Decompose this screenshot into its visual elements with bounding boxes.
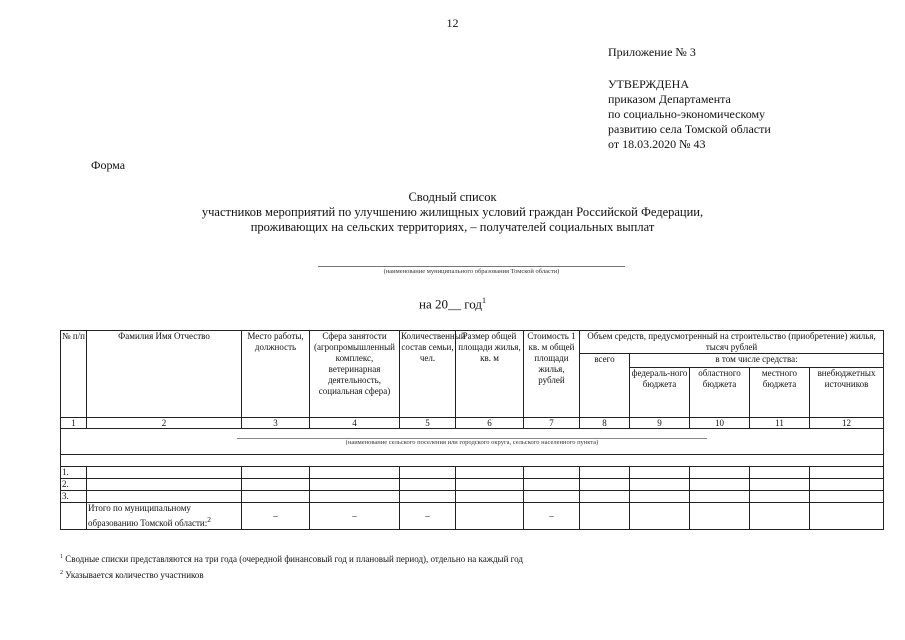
municipality-underline (318, 266, 625, 267)
column-number: 8 (580, 418, 630, 429)
table-row (61, 455, 884, 467)
row-number: 2. (61, 479, 87, 491)
total-row (61, 503, 884, 530)
footnote-2 (60, 568, 204, 581)
footnote-1 (60, 552, 523, 565)
column-numbers-row (61, 418, 884, 429)
footnote-1-text: Сводные списки представляются на три года (очередной финансовый год и плановый период), отдельно на каждый год (65, 554, 523, 564)
header-federal-budget: федераль-ного бюджета (630, 368, 690, 418)
settlement-cell (61, 429, 884, 455)
column-number: 5 (400, 418, 456, 429)
footnote-2-text: Указывается количество участников (65, 570, 204, 580)
table-row (61, 491, 884, 503)
document-title (0, 190, 905, 235)
column-number: 11 (750, 418, 810, 429)
approval-block (608, 45, 898, 152)
approval-line-4: от 18.03.2020 № 43 (608, 137, 706, 151)
approval-line-2: по социально-экономическому (608, 107, 766, 121)
settlement-row (61, 429, 884, 455)
column-number: 1 (61, 418, 87, 429)
title-line-2: участников мероприятий по улучшению жилищных условий граждан Российской Федерации, (201, 205, 704, 219)
title-line-3: проживающих на сельских территориях, – получателей социальных выплат (250, 220, 655, 234)
approval-line-3: развитию села Томской области (608, 122, 771, 136)
municipality-caption: (наименование муниципального образования Томской области) (383, 268, 560, 275)
dash-cell: – (310, 503, 400, 530)
column-number: 12 (810, 418, 884, 429)
appendix-label: Приложение № 3 (608, 45, 696, 59)
header-workplace: Место работы, должность (242, 331, 310, 418)
header-full-name: Фамилия Имя Отчество (87, 331, 242, 418)
dash-cell: – (400, 503, 456, 530)
column-number: 7 (524, 418, 580, 429)
header-extra-budgetary: внебюджетных источников (810, 368, 884, 418)
column-number: 10 (690, 418, 750, 429)
table-row (61, 467, 884, 479)
blank-cell (61, 455, 884, 467)
row-number: 1. (61, 467, 87, 479)
footnote-2-mark: 2 (60, 570, 63, 576)
column-number: 3 (242, 418, 310, 429)
header-family-size: Количественный состав семьи, чел. (400, 331, 456, 418)
header-living-area: Размер общей площади жилья, кв. м (456, 331, 524, 418)
row-number: 3. (61, 491, 87, 503)
column-number: 6 (456, 418, 524, 429)
header-regional-budget: областного бюджета (690, 368, 750, 418)
participants-table (60, 330, 884, 530)
header-total: всего (580, 354, 630, 418)
total-label: Итого по муниципальному образованию Томской области:$^2$ (87, 503, 242, 530)
year-heading (0, 296, 905, 312)
header-number: № п/п (61, 331, 87, 418)
year-footnote-mark: 1 (481, 296, 486, 305)
settlement-caption: (наименование сельского поселения или городского округа, сельского населенного пункта) (345, 439, 599, 446)
table-row (61, 479, 884, 491)
title-line-1: Сводный список (408, 190, 497, 204)
approval-line-1: приказом Департамента (608, 92, 731, 106)
header-funds: Объем средств, предусмотренный на строительство (приобретение) жилья, тысяч рублей (580, 331, 884, 354)
header-including: в том числе средства: (630, 354, 884, 368)
header-local-budget: местного бюджета (750, 368, 810, 418)
header-cost-per-sqm: Стоимость 1 кв. м общей площади жилья, рублей (524, 331, 580, 418)
approved-label: УТВЕРЖДЕНА (608, 77, 690, 91)
form-label: Форма (91, 158, 126, 172)
column-number: 2 (87, 418, 242, 429)
column-number: 4 (310, 418, 400, 429)
page-number: 12 (446, 16, 459, 30)
year-text: на 20__ год (419, 296, 482, 312)
column-number: 9 (630, 418, 690, 429)
dash-cell: – (242, 503, 310, 530)
total-footnote-mark: 2 (207, 515, 211, 524)
dash-cell: – (524, 503, 580, 530)
footnote-1-mark: 1 (60, 554, 63, 560)
header-employment-sphere: Сфера занятости (агропромышленный комплекс, ветеринарная деятельность, социальная сфера) (310, 331, 400, 418)
